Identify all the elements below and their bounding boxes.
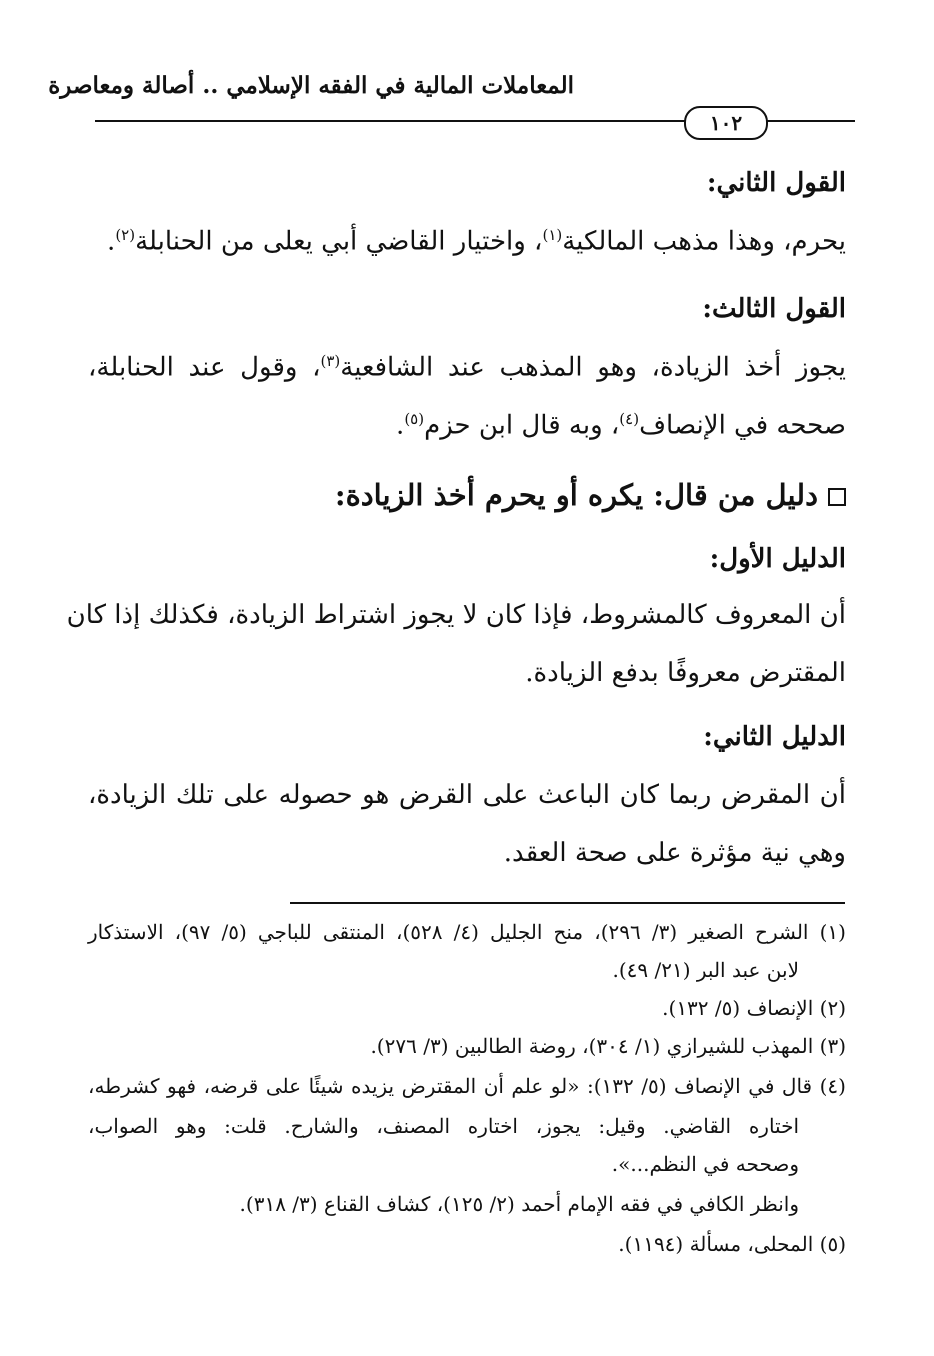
footnote-4-line-2: اختاره القاضي. وقيل: يجوز، اختاره المصنف، والشارح. قلت: وهو الصواب، <box>88 1114 799 1138</box>
text: يحرم، وهذا مذهب المالكية <box>562 226 846 257</box>
paragraph-third-opinion-line-1 <box>88 352 846 383</box>
heading-first-evidence: الدليل الأول: <box>709 544 846 574</box>
text: يجوز أخذ الزيادة، وهو المذهب عند الشافعية <box>340 352 846 383</box>
footnote-2: (٢) الإنصاف (٥/ ١٣٢). <box>662 996 846 1020</box>
footnote-ref-5[interactable]: (٥) <box>404 410 425 428</box>
evidence-2-line-1: أن المقرض ربما كان الباعث على القرض هو حصوله على تلك الزيادة، <box>88 780 846 810</box>
heading-third-opinion: القول الثالث: <box>702 294 846 324</box>
footnote-1-line-2: لابن عبد البر (٢١/ ٤٩). <box>612 958 799 982</box>
footnote-4-line-4: وانظر الكافي في فقه الإمام أحمد (٢/ ١٢٥)، كشاف القناع (٣/ ٣١٨). <box>239 1192 799 1216</box>
footnote-ref-3[interactable]: (٣) <box>320 352 341 370</box>
evidence-1-line-1: أن المعروف كالمشروط، فإذا كان لا يجوز اشتراط الزيادة، فكذلك إذا كان <box>66 600 846 630</box>
paragraph-second-opinion <box>88 226 846 257</box>
square-bullet-icon <box>828 488 846 506</box>
footnote-ref-1[interactable]: (١) <box>542 226 563 244</box>
evidence-2-line-2: وهي نية مؤثرة على صحة العقد. <box>503 838 846 868</box>
footnote-3: (٣) المهذب للشيرازي (١/ ٣٠٤)، روضة الطالبين (٣/ ٢٧٦). <box>370 1034 846 1058</box>
footnote-1-line-1: (١) الشرح الصغير (٣/ ٢٩٦)، منح الجليل (٤/ ٥٢٨)، المنتقى للباجي (٥/ ٩٧)، الاستذكار <box>88 920 846 944</box>
text: ، واختيار القاضي أبي يعلى من الحنابلة <box>135 226 543 257</box>
text: ، وبه قال ابن حزم <box>424 410 620 441</box>
footnote-separator <box>290 902 845 904</box>
footnote-ref-2[interactable]: (٢) <box>115 226 136 244</box>
page-number: ١٠٢ <box>684 106 768 140</box>
footnote-4-line-1: (٤) قال في الإنصاف (٥/ ١٣٢): «لو علم أن المقترض يزيده شيئًا على قرضه، فهو كشرطه، <box>88 1074 846 1098</box>
text: ، وقول عند الحنابلة، <box>88 352 321 383</box>
heading-second-opinion: القول الثاني: <box>706 168 846 198</box>
footnote-4-line-3: وصححه في النظم...». <box>611 1152 799 1176</box>
heading-second-evidence: الدليل الثاني: <box>703 722 846 752</box>
text: . <box>107 226 116 257</box>
evidence-1-line-2: المقترض معروفًا بدفع الزيادة. <box>525 658 846 688</box>
section-heading-text: دليل من قال: يكره أو يحرم أخذ الزيادة: <box>334 478 818 512</box>
text: صححه في الإنصاف <box>639 410 846 441</box>
paragraph-third-opinion-line-2 <box>88 410 846 441</box>
running-title: المعاملات المالية في الفقه الإسلامي .. أصالة ومعاصرة <box>48 72 574 99</box>
footnote-ref-4[interactable]: (٤) <box>619 410 640 428</box>
text: . <box>396 410 405 441</box>
section-heading <box>88 478 846 512</box>
footnote-5: (٥) المحلى، مسألة (١١٩٤). <box>618 1232 846 1256</box>
